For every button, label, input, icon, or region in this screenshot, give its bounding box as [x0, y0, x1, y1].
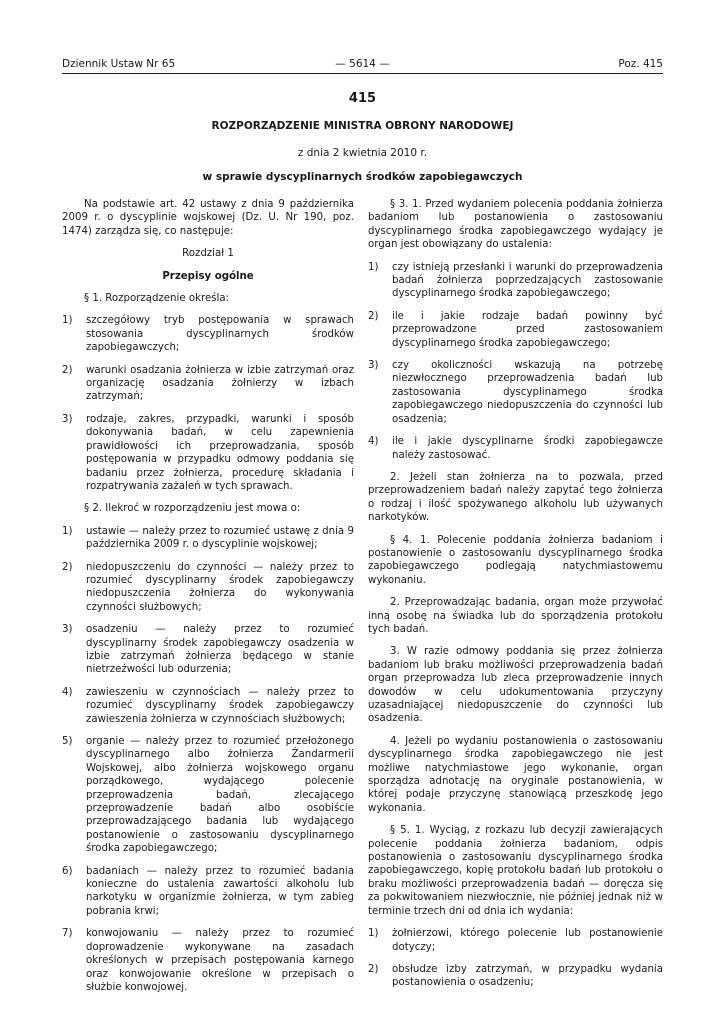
section-4-paragraph-2: 2. Przeprowadzając badania, organ może przywołać inną osobę na świadka lub do sporządzenia protokołu tych badań. — [368, 597, 663, 635]
list-item-number: 4) — [368, 436, 379, 448]
page-header — [62, 56, 663, 72]
document-number: 415 — [348, 91, 377, 106]
right-column — [368, 198, 663, 999]
list-item-text: rodzaje, zakres, przypadki, warunki i sposób dokonywania badań, w celu zapewnienia prawidłowości ich przeprowadzania, sposób postępowania w przypadku odmowy poddania się badaniu przez żołnierza, procedurę składania i rozpatrywania zażaleń w tych sprawach. — [86, 413, 354, 492]
list-item-number: 7) — [62, 928, 73, 940]
list-item-text: ile i jakie rodzaje badań powinny być przeprowadzone przed zastosowaniem dyscyplinarnego środka zapobiegawczego; — [392, 310, 663, 349]
list-item — [368, 927, 663, 954]
list-item — [62, 735, 354, 856]
intro-paragraph: Na podstawie art. 42 ustawy z dnia 9 października 2009 r. o dyscyplinie wojskowej (Dz. U. Nr 190, poz. 1474) zarządza się, co następuje: — [62, 199, 354, 237]
list-item-text: zawieszeniu w czynnościach — należy przez to rozumieć dyscyplinarny środek zapobiegawczy zawieszenia żołnierza w czynnościach służbowych; — [86, 686, 354, 725]
list-item-number: 2) — [368, 310, 379, 322]
document-subject: w sprawie dyscyplinarnych środków zapobiegawczych — [202, 171, 523, 183]
section-3-paragraph-2: 2. Jeżeli stan żołnierza na to pozwala, przed przeprowadzeniem badań należy zapytać tego żołnierza o rodzaj i ilość spożywanego alkoholu lub używanych narkotyków. — [368, 471, 663, 524]
section-2: § 2. Ilekroć w rozporządzeniu jest mowa o: — [84, 503, 301, 515]
list-item — [62, 364, 354, 404]
list-item-text: obsłudze izby zatrzymań, w przypadku wydania postanowienia o osadzeniu; — [392, 963, 663, 989]
section-2-list — [62, 525, 354, 995]
list-item-text: niedopuszczeniu do czynności — należy przez to rozumieć dyscyplinarny środek zapobiegawczy niedopuszczenia żołnierza do wykonywania czynności służbowych; — [86, 561, 354, 613]
list-item-number: 2) — [368, 963, 379, 975]
list-item-text: szczegółowy tryb postępowania w sprawach stosowania dyscyplinarnych środków zapobiegawczych; — [86, 315, 354, 354]
page-number: — 5614 — — [335, 58, 390, 70]
list-item — [62, 623, 354, 677]
section-4-paragraph-4: 4. Jeżeli po wydaniu postanowienia o zastosowaniu dyscyplinarnego środka zapobiegawczego nie jest możliwe natychmiastowe jego wykonanie, organ sporządza adnotację na oryginale postanowienia, w której podaje przyczynę stanowiącą przeszkodę jego wykonania. — [368, 735, 663, 814]
list-item-text: czy istnieją przesłanki i warunki do przeprowadzenia badań żołnierza poprzedzających zastosowanie dyscyplinarnego środka zapobiegawczego; — [392, 261, 663, 300]
section-4-paragraph-3: 3. W razie odmowy poddania się przez żołnierza badaniom lub braku możliwości przeprowadzenia badań organ przeprowadza lub zleca przeprowadzenie innych dowodów w celu udokumentowania przyczyny uzasadniającej niedopuszczenie do czynności lub osadzenia. — [368, 646, 663, 725]
list-item-text: organie — należy przez to rozumieć przełożonego dyscyplinarnego albo żołnierza Żandarmerii Wojskowej, albo żołnierza wojskowego organu porządkowego, wydającego polecenie przeprowadzenia badań, zlecającego przeprowadzenie badań albo osobiście przeprowadzającego badania lub wydającego postanowienie o zastosowaniu dyscyplinarnego środka zapobiegawczego; — [86, 736, 354, 855]
list-item-number: 1) — [368, 928, 379, 940]
list-item-number: 3) — [62, 413, 73, 425]
list-item-text: ile i jakie dyscyplinarne środki zapobiegawcze należy zastosować. — [392, 436, 663, 461]
list-item — [62, 413, 354, 493]
list-item-number: 1) — [62, 525, 73, 537]
list-item — [368, 310, 663, 350]
list-item — [62, 686, 354, 726]
list-item-text: ustawie — należy przez to rozumieć ustawę z dnia 9 października 2009 r. o dyscyplinie wojskowej; — [86, 525, 354, 551]
section-4-paragraph-1: § 4. 1. Polecenie poddania żołnierza badaniom i postanowienie o zastosowaniu dyscyplinarnego środka zapobiegawczego podlegają natychmiastowemu wykonaniu. — [368, 534, 663, 586]
document-date: z dnia 2 kwietnia 2010 r. — [297, 147, 428, 159]
list-item — [62, 927, 354, 994]
list-item-number: 3) — [368, 360, 379, 372]
list-item-number: 4) — [62, 686, 73, 698]
section-1: § 1. Rozporządzenie określa: — [84, 293, 230, 305]
list-item — [368, 963, 663, 990]
list-item-number: 3) — [62, 624, 73, 636]
list-item — [368, 359, 663, 426]
list-item-number: 2) — [62, 561, 73, 573]
list-item-text: żołnierzowi, którego polecenie lub postanowienie dotyczy; — [392, 928, 663, 953]
list-item — [368, 261, 663, 301]
list-item-text: czy okoliczności wskazują na potrzebę niezwłocznego przeprowadzenia badań lub zastosowania dyscyplinarnego środka zapobiegawczego niedopuszczenia do czynności lub osadzenia; — [392, 360, 663, 425]
list-item-text: konwojowaniu — należy przez to rozumieć doprowadzenie wykonywane na zasadach określonych w przepisach postępowania karnego oraz konwojowanie określone w przepisach o służbie konwojowej. — [86, 928, 354, 993]
document-title: ROZPORZĄDZENIE MINISTRA OBRONY NARODOWEJ — [211, 120, 514, 132]
list-item — [62, 525, 354, 552]
chapter-title: Przepisy ogólne — [162, 270, 254, 282]
list-item — [62, 561, 354, 615]
list-item-number: 1) — [368, 261, 379, 273]
chapter-label: Rozdział 1 — [182, 248, 234, 260]
list-item-number: 5) — [62, 736, 73, 747]
section-3-list — [368, 261, 663, 462]
header-rule — [62, 73, 663, 74]
list-item-text: warunki osadzania żołnierza w izbie zatrzymań oraz organizację osadzania żołnierzy w izbach zatrzymań; — [86, 364, 354, 403]
list-item-number: 6) — [62, 865, 73, 877]
section-5-list — [368, 927, 663, 990]
section-5-paragraph-1: § 5. 1. Wyciąg, z rozkazu lub decyzji zawierających polecenie poddania żołnierza badaniom, odpis postanowienia o zastosowaniu dyscyplinarnego środka zapobiegawczego, kopię protokołu badań lub protokołu o braku możliwości przeprowadzenia badań — doręcza się za pokwitowaniem niezwłocznie, nie później jednak niż w terminie trzech dni od dnia ich wydania: — [368, 825, 663, 917]
list-item — [62, 314, 354, 354]
list-item — [368, 435, 663, 462]
position-number: Poz. 415 — [618, 58, 663, 70]
left-column — [62, 198, 354, 1003]
list-item — [62, 865, 354, 919]
list-item-text: osadzeniu — należy przez to rozumieć dyscyplinarny środek zapobiegawczy osadzenia w izbie zatrzymań żołnierza będącego w stanie nietrzeźwości lub odurzenia; — [86, 624, 354, 676]
list-item-number: 2) — [62, 364, 73, 376]
section-1-list — [62, 314, 354, 493]
list-item-text: badaniach — należy przez to rozumieć badania konieczne do ustalenia zawartości alkoholu lub narkotyku w organizmie żołnierza, w tym zabieg pobrania krwi; — [86, 865, 354, 917]
list-item-number: 1) — [62, 315, 73, 327]
journal-name: Dziennik Ustaw Nr 65 — [62, 58, 176, 70]
section-3-intro: § 3. 1. Przed wydaniem polecenia poddania żołnierza badaniom lub postanowienia o zastosowaniu dyscyplinarnego środka zapobiegawczego wydający je organ jest obowiązany do ustalenia: — [368, 199, 663, 251]
